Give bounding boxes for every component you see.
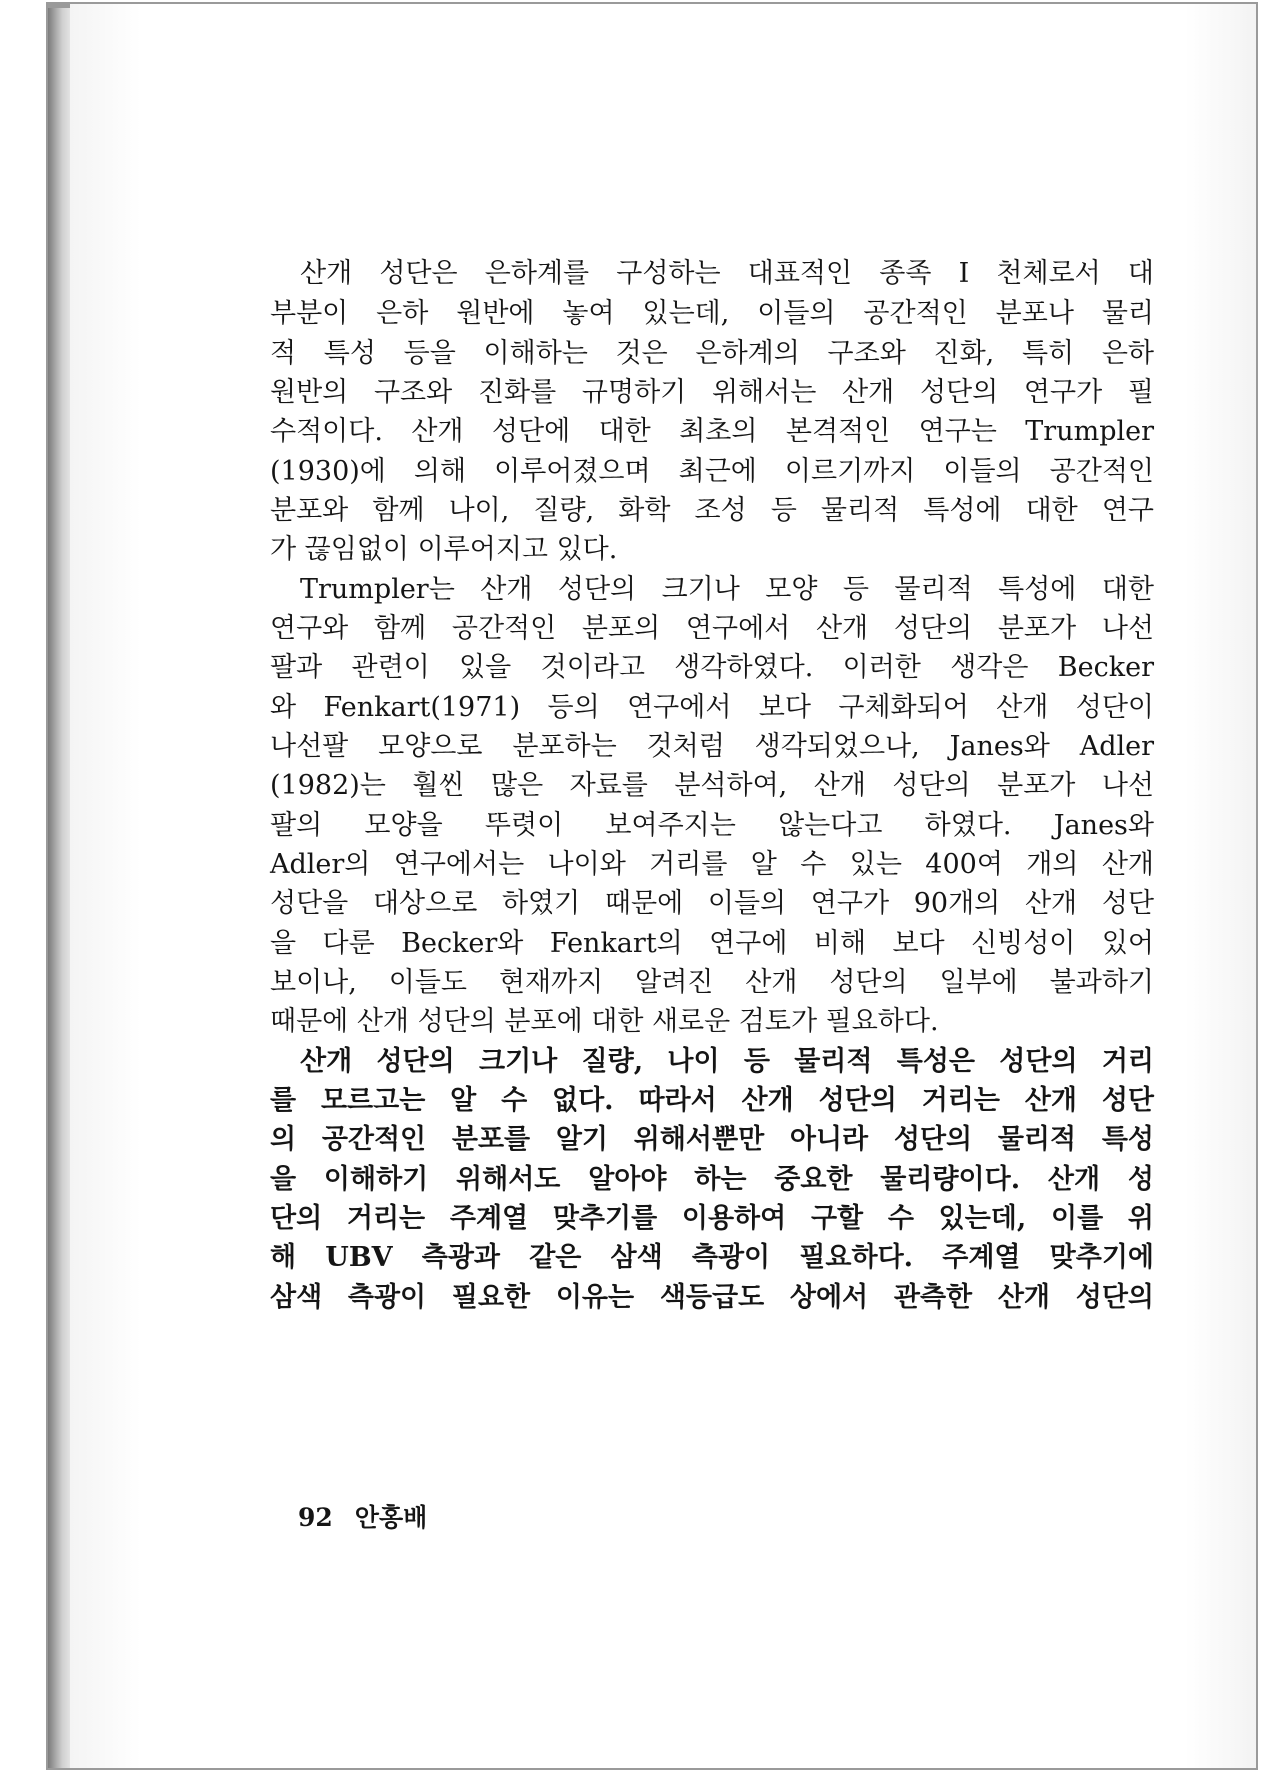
text-line: 분포와 함께 나이, 질량, 화학 조성 등 물리적 특성에 대한 연구 bbox=[270, 495, 1154, 526]
text-line: 산개 성단의 크기나 질량, 나이 등 물리적 특성은 성단의 거리 bbox=[300, 1046, 1154, 1077]
text-line: (1982)는 훨씬 많은 자료를 분석하여, 산개 성단의 분포가 나선 bbox=[270, 770, 1154, 801]
text-line: 의 공간적인 분포를 알기 위해서뿐만 아니라 성단의 물리적 특성 bbox=[270, 1124, 1154, 1155]
text-line: 산개 성단은 은하계를 구성하는 대표적인 종족 I 천체로서 대 bbox=[300, 258, 1154, 289]
page-edge bbox=[48, 8, 72, 1768]
author-name: 안홍배 bbox=[354, 1503, 428, 1532]
text-line: 팔과 관련이 있을 것이라고 생각하였다. 이러한 생각은 Becker bbox=[270, 652, 1154, 683]
text-line: (1930)에 의해 이루어졌으며 최근에 이르기까지 이들의 공간적인 bbox=[270, 456, 1154, 487]
text-line: 해 UBV 측광과 같은 삼색 측광이 필요하다. 주계열 맞추기에 bbox=[270, 1242, 1154, 1273]
text-line: 성단을 대상으로 하였기 때문에 이들의 연구가 90개의 산개 성단 bbox=[270, 888, 1154, 919]
text-line: 연구와 함께 공간적인 분포의 연구에서 산개 성단의 분포가 나선 bbox=[270, 613, 1154, 644]
text-line: 와 Fenkart(1971) 등의 연구에서 보다 구체화되어 산개 성단이 bbox=[270, 692, 1154, 723]
text-line: 을 이해하기 위해서도 알아야 하는 중요한 물리량이다. 산개 성 bbox=[270, 1164, 1154, 1195]
text-line: 가 끊임없이 이루어지고 있다. bbox=[270, 534, 618, 565]
text-line: 적 특성 등을 이해하는 것은 은하계의 구조와 진화, 특히 은하 bbox=[270, 338, 1154, 369]
page-number: 92 bbox=[298, 1503, 333, 1532]
text-line: 나선팔 모양으로 분포하는 것처럼 생각되었으나, Janes와 Adler bbox=[270, 731, 1154, 762]
text-line: 을 다룬 Becker와 Fenkart의 연구에 비해 보다 신빙성이 있어 bbox=[270, 928, 1154, 959]
text-line: 단의 거리는 주계열 맞추기를 이용하여 구할 수 있는데, 이를 위 bbox=[270, 1203, 1154, 1234]
text-line: Trumpler는 산개 성단의 크기나 모양 등 물리적 특성에 대한 bbox=[300, 574, 1154, 605]
text-line: 때문에 산개 성단의 분포에 대한 새로운 검토가 필요하다. bbox=[270, 1006, 939, 1037]
text-line: 를 모르고는 알 수 없다. 따라서 산개 성단의 거리는 산개 성단 bbox=[270, 1085, 1154, 1116]
text-line: Adler의 연구에서는 나이와 거리를 알 수 있는 400여 개의 산개 bbox=[270, 849, 1154, 880]
text-line: 삼색 측광이 필요한 이유는 색등급도 상에서 관측한 산개 성단의 bbox=[270, 1282, 1154, 1313]
text-line: 팔의 모양을 뚜렷이 보여주지는 않는다고 하였다. Janes와 bbox=[270, 810, 1154, 841]
text-line: 보이나, 이들도 현재까지 알려진 산개 성단의 일부에 불과하기 bbox=[270, 967, 1154, 998]
text-line: 부분이 은하 원반에 놓여 있는데, 이들의 공간적인 분포나 물리 bbox=[270, 298, 1154, 329]
text-line: 수적이다. 산개 성단에 대한 최초의 본격적인 연구는 Trumpler bbox=[270, 416, 1154, 447]
text-line: 원반의 구조와 진화를 규명하기 위해서는 산개 성단의 연구가 필 bbox=[270, 377, 1154, 408]
page-footer bbox=[298, 1498, 427, 1534]
